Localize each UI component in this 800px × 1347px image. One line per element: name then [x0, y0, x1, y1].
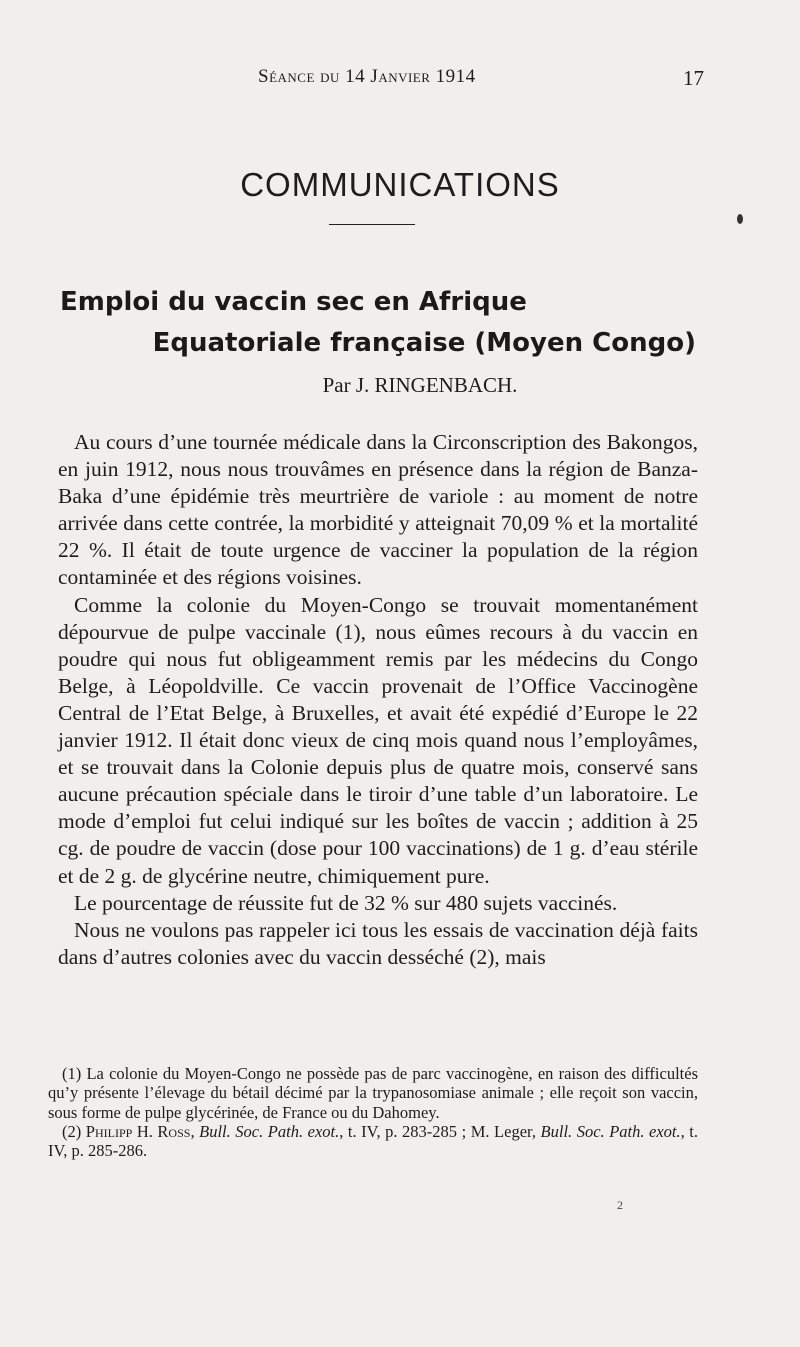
page-number: 17 — [683, 66, 704, 90]
footnote-2-author: (2) Philipp H. Ross, — [62, 1121, 195, 1141]
footnote-2-journal: Bull. Soc. Path. exot. — [199, 1121, 340, 1141]
footnote-2 — [48, 1122, 698, 1161]
body-paragraph: Nous ne voulons pas rappeler ici tous les essais de vaccination déjà faits dans d’autres colonies avec du vaccin desséché (2), mais — [58, 917, 698, 969]
article-title-line2: Equatoriale française (Moyen Congo) — [152, 328, 696, 358]
footnote-2-ref: , t. IV, p. 283-285 ; M. Leger, — [339, 1121, 536, 1141]
footnote-1: (1) La colonie du Moyen-Congo ne possède pas de parc vaccinogène, en raison des difficultés qu’y présente l’élevage du bétail décimé par la trypanosomiase animale ; elle reçoit son vaccin, sous forme de pulpe glycérinée, de France ou du Dahomey. — [48, 1064, 698, 1122]
heading-divider — [329, 224, 415, 225]
body-paragraph: Comme la colonie du Moyen-Congo se trouvait momentanément dépourvue de pulpe vaccinale (1), nous eûmes recours à du vaccin en poudre qui nous fut obligeamment remis par les médecins du Congo Belge, à Léopoldville. Ce vaccin provenait de l’Office Vaccinogène Central de l’Etat Belge, à Bruxelles, et avait été expédié d’Europe le 22 janvier 1912. Il était donc vieux de cinq mois quand nous l’employâmes, et se trouvait dans la Colonie depuis plus de quatre mois, conservé sans aucune précaution spéciale dans le tiroir d’une table d’un laboratoire. Le mode d’emploi fut celui indiqué sur les boîtes de vaccin ; addition à 25 cg. de poudre de vaccin (dose pour 100 vaccinations) de 1 g. d’eau stérile et de 2 g. de glycérine neutre, chimiquement pure. — [58, 592, 698, 888]
margin-ink-mark — [737, 214, 743, 224]
body-paragraph: Le pourcentage de réussite fut de 32 % sur 480 sujets vaccinés. — [74, 890, 618, 915]
article-body — [58, 429, 698, 971]
article-title-line1: Emploi du vaccin sec en Afrique — [60, 287, 527, 317]
author-byline: Par J. RINGENBACH. — [322, 373, 518, 397]
signature-mark: 2 — [617, 1198, 623, 1212]
footnote-2-journal-2: Bull. Soc. Path. exot. — [540, 1121, 681, 1141]
footnotes — [48, 1064, 698, 1160]
article-title — [60, 282, 710, 364]
body-paragraph: Au cours d’une tournée médicale dans la Circonscription des Bakongos, en juin 1912, nous nous trouvâmes en présence dans la région de Banza-Baka d’une épidémie très meurtrière de variole : au moment de notre arrivée dans cette contrée, la morbidité y atteignait 70,09 % et la mortalité 22 %. Il était de toute urgence de vacciner la population de la région contaminée et des régions voisines. — [58, 430, 698, 590]
section-heading: COMMUNICATIONS — [240, 166, 560, 203]
footnote-2-ref-2: , t. IV, p. 285-286. — [48, 1121, 699, 1161]
running-title: Séance du 14 Janvier 1914 — [258, 66, 476, 87]
running-head — [0, 66, 800, 96]
